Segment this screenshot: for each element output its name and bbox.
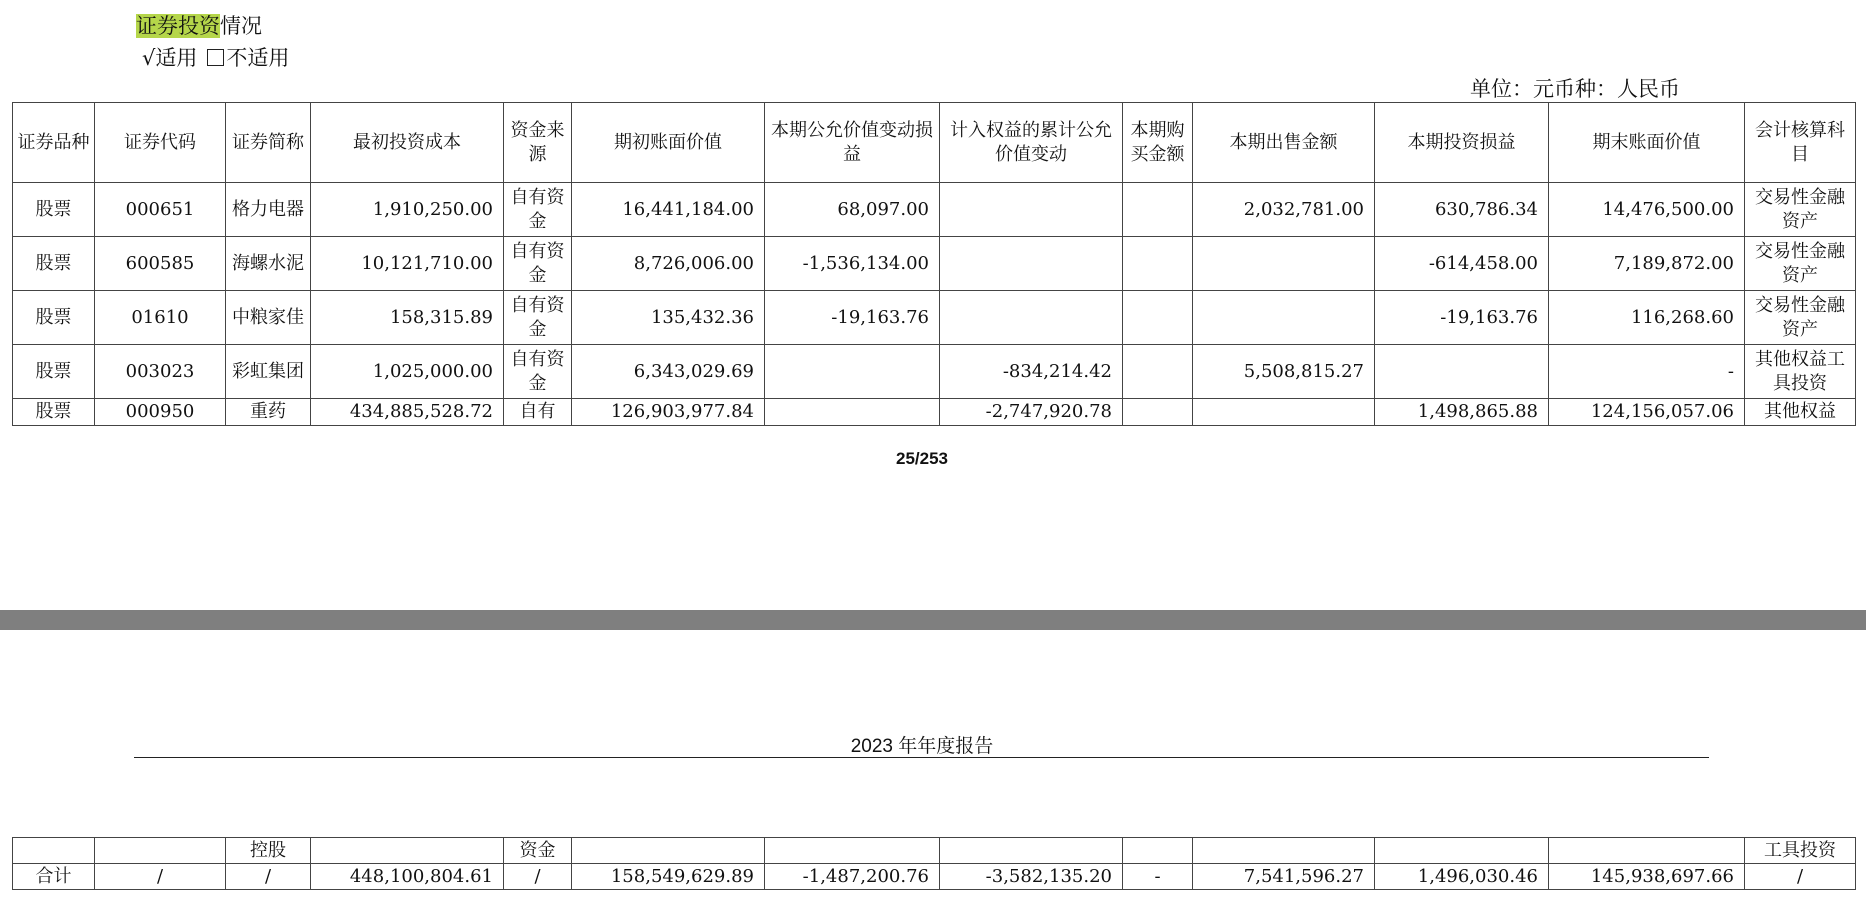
table-cell bbox=[765, 838, 940, 864]
table-cell: 7,541,596.27 bbox=[1193, 864, 1375, 890]
table-cell bbox=[1549, 838, 1745, 864]
table-cell: 116,268.60 bbox=[1549, 291, 1745, 345]
table-cell bbox=[1123, 237, 1193, 291]
table-cell bbox=[13, 838, 95, 864]
table-cell: 2,032,781.00 bbox=[1193, 183, 1375, 237]
table-cell: / bbox=[226, 864, 311, 890]
table-cell: 资金 bbox=[504, 838, 572, 864]
table-cell bbox=[940, 237, 1123, 291]
table-cell: 5,508,815.27 bbox=[1193, 345, 1375, 399]
table-cell: -3,582,135.20 bbox=[940, 864, 1123, 890]
table-cell: -834,214.42 bbox=[940, 345, 1123, 399]
table-cell: 自有 bbox=[504, 399, 572, 426]
header-cell: 本期购买金额 bbox=[1123, 103, 1193, 183]
header-cell: 本期出售金额 bbox=[1193, 103, 1375, 183]
table-cell: 1,025,000.00 bbox=[311, 345, 504, 399]
table-cell: 145,938,697.66 bbox=[1549, 864, 1745, 890]
table-cell: 股票 bbox=[13, 345, 95, 399]
table-cell: 16,441,184.00 bbox=[572, 183, 765, 237]
table-cell bbox=[1123, 291, 1193, 345]
table-cell bbox=[311, 838, 504, 864]
table-cell bbox=[1193, 291, 1375, 345]
table-cell: 中粮家佳 bbox=[226, 291, 311, 345]
table-cell bbox=[940, 183, 1123, 237]
page-separator bbox=[0, 610, 1866, 630]
table-cell: 14,476,500.00 bbox=[1549, 183, 1745, 237]
header-cell: 证券代码 bbox=[95, 103, 226, 183]
table-cell: - bbox=[1123, 864, 1193, 890]
table-cell: 158,315.89 bbox=[311, 291, 504, 345]
table-cell: 合计 bbox=[13, 864, 95, 890]
table-cell: 6,343,029.69 bbox=[572, 345, 765, 399]
table-cell: -19,163.76 bbox=[1375, 291, 1549, 345]
table-row bbox=[13, 183, 1856, 237]
not-applicable-label: 不适用 bbox=[226, 46, 290, 70]
header-cell: 期初账面价值 bbox=[572, 103, 765, 183]
table-cell bbox=[1193, 399, 1375, 426]
table-cell bbox=[1123, 399, 1193, 426]
table-cell: 630,786.34 bbox=[1375, 183, 1549, 237]
table-cell: 000651 bbox=[95, 183, 226, 237]
report-header-title: 2023 年年度报告 bbox=[850, 736, 994, 757]
table-cell: 1,498,865.88 bbox=[1375, 399, 1549, 426]
table-cell: 135,432.36 bbox=[572, 291, 765, 345]
table-cell bbox=[1123, 838, 1193, 864]
table-cell bbox=[95, 838, 226, 864]
header-cell: 会计核算科目 bbox=[1745, 103, 1856, 183]
table-cell: -19,163.76 bbox=[765, 291, 940, 345]
title-highlight: 证券投资 bbox=[136, 14, 220, 38]
table-cell bbox=[765, 399, 940, 426]
table-cell bbox=[940, 838, 1123, 864]
table-cell: 10,121,710.00 bbox=[311, 237, 504, 291]
table-cell: / bbox=[504, 864, 572, 890]
table-cell: 交易性金融资产 bbox=[1745, 183, 1856, 237]
table-cell bbox=[1193, 838, 1375, 864]
title-rest: 情况 bbox=[220, 14, 262, 38]
section-title bbox=[136, 10, 262, 40]
table-cell: 交易性金融资产 bbox=[1745, 291, 1856, 345]
check-mark: √ bbox=[142, 46, 156, 70]
table-cell: / bbox=[1745, 864, 1856, 890]
table-cell: 股票 bbox=[13, 399, 95, 426]
applicable-label: 适用 bbox=[155, 46, 198, 70]
header-cell: 证券简称 bbox=[226, 103, 311, 183]
securities-investment-table-continued bbox=[12, 837, 1856, 890]
table-cell: / bbox=[95, 864, 226, 890]
table-cell bbox=[1375, 345, 1549, 399]
applicability-options bbox=[142, 42, 289, 72]
header-cell: 资金来源 bbox=[504, 103, 572, 183]
table-cell: 彩虹集团 bbox=[226, 345, 311, 399]
header-cell: 最初投资成本 bbox=[311, 103, 504, 183]
table-cell: 重药 bbox=[226, 399, 311, 426]
page-number: 25/253 bbox=[896, 449, 948, 468]
table-row-continued bbox=[13, 838, 1856, 864]
table-cell: 格力电器 bbox=[226, 183, 311, 237]
unit-currency-label: 单位：元币种：人民币 bbox=[1470, 77, 1680, 101]
table-cell: -1,536,134.00 bbox=[765, 237, 940, 291]
table-cell: 600585 bbox=[95, 237, 226, 291]
header-cell: 本期投资损益 bbox=[1375, 103, 1549, 183]
table-cell bbox=[1123, 183, 1193, 237]
table-cell: 控股 bbox=[226, 838, 311, 864]
table-cell bbox=[765, 345, 940, 399]
total-row bbox=[13, 864, 1856, 890]
header-cell: 证券品种 bbox=[13, 103, 95, 183]
table-cell bbox=[940, 291, 1123, 345]
securities-investment-table bbox=[12, 102, 1856, 426]
table-cell: 448,100,804.61 bbox=[311, 864, 504, 890]
table-cell bbox=[1375, 838, 1549, 864]
table-cell: 158,549,629.89 bbox=[572, 864, 765, 890]
table-cell: 工具投资 bbox=[1745, 838, 1856, 864]
header-cell: 本期公允价值变动损益 bbox=[765, 103, 940, 183]
table-row bbox=[13, 399, 1856, 426]
table-cell: 股票 bbox=[13, 291, 95, 345]
table-cell: -2,747,920.78 bbox=[940, 399, 1123, 426]
table-cell: 交易性金融资产 bbox=[1745, 237, 1856, 291]
table-cell: 126,903,977.84 bbox=[572, 399, 765, 426]
table-cell: 000950 bbox=[95, 399, 226, 426]
table-row bbox=[13, 291, 1856, 345]
table-cell: 1,496,030.46 bbox=[1375, 864, 1549, 890]
table-cell: 自有资金 bbox=[504, 183, 572, 237]
table-row bbox=[13, 237, 1856, 291]
table-cell: 68,097.00 bbox=[765, 183, 940, 237]
empty-checkbox-icon bbox=[207, 49, 224, 66]
table-cell: 01610 bbox=[95, 291, 226, 345]
table-cell: 124,156,057.06 bbox=[1549, 399, 1745, 426]
table-cell: -1,487,200.76 bbox=[765, 864, 940, 890]
table-cell: 其他权益 bbox=[1745, 399, 1856, 426]
table-cell: 434,885,528.72 bbox=[311, 399, 504, 426]
table-row bbox=[13, 345, 1856, 399]
table-cell: 其他权益工具投资 bbox=[1745, 345, 1856, 399]
table-cell bbox=[572, 838, 765, 864]
table-cell: 股票 bbox=[13, 237, 95, 291]
table-cell: 自有资金 bbox=[504, 237, 572, 291]
table-header-row bbox=[13, 103, 1856, 183]
table-cell: 7,189,872.00 bbox=[1549, 237, 1745, 291]
table-cell: 1,910,250.00 bbox=[311, 183, 504, 237]
table-cell: - bbox=[1549, 345, 1745, 399]
table-cell: 股票 bbox=[13, 183, 95, 237]
header-cell: 期末账面价值 bbox=[1549, 103, 1745, 183]
table-cell: 自有资金 bbox=[504, 291, 572, 345]
table-cell: 003023 bbox=[95, 345, 226, 399]
table-cell: 海螺水泥 bbox=[226, 237, 311, 291]
table-cell bbox=[1123, 345, 1193, 399]
header-rule bbox=[134, 757, 1709, 758]
table-cell: -614,458.00 bbox=[1375, 237, 1549, 291]
table-cell bbox=[1193, 237, 1375, 291]
table-cell: 8,726,006.00 bbox=[572, 237, 765, 291]
table-cell: 自有资金 bbox=[504, 345, 572, 399]
header-cell: 计入权益的累计公允价值变动 bbox=[940, 103, 1123, 183]
